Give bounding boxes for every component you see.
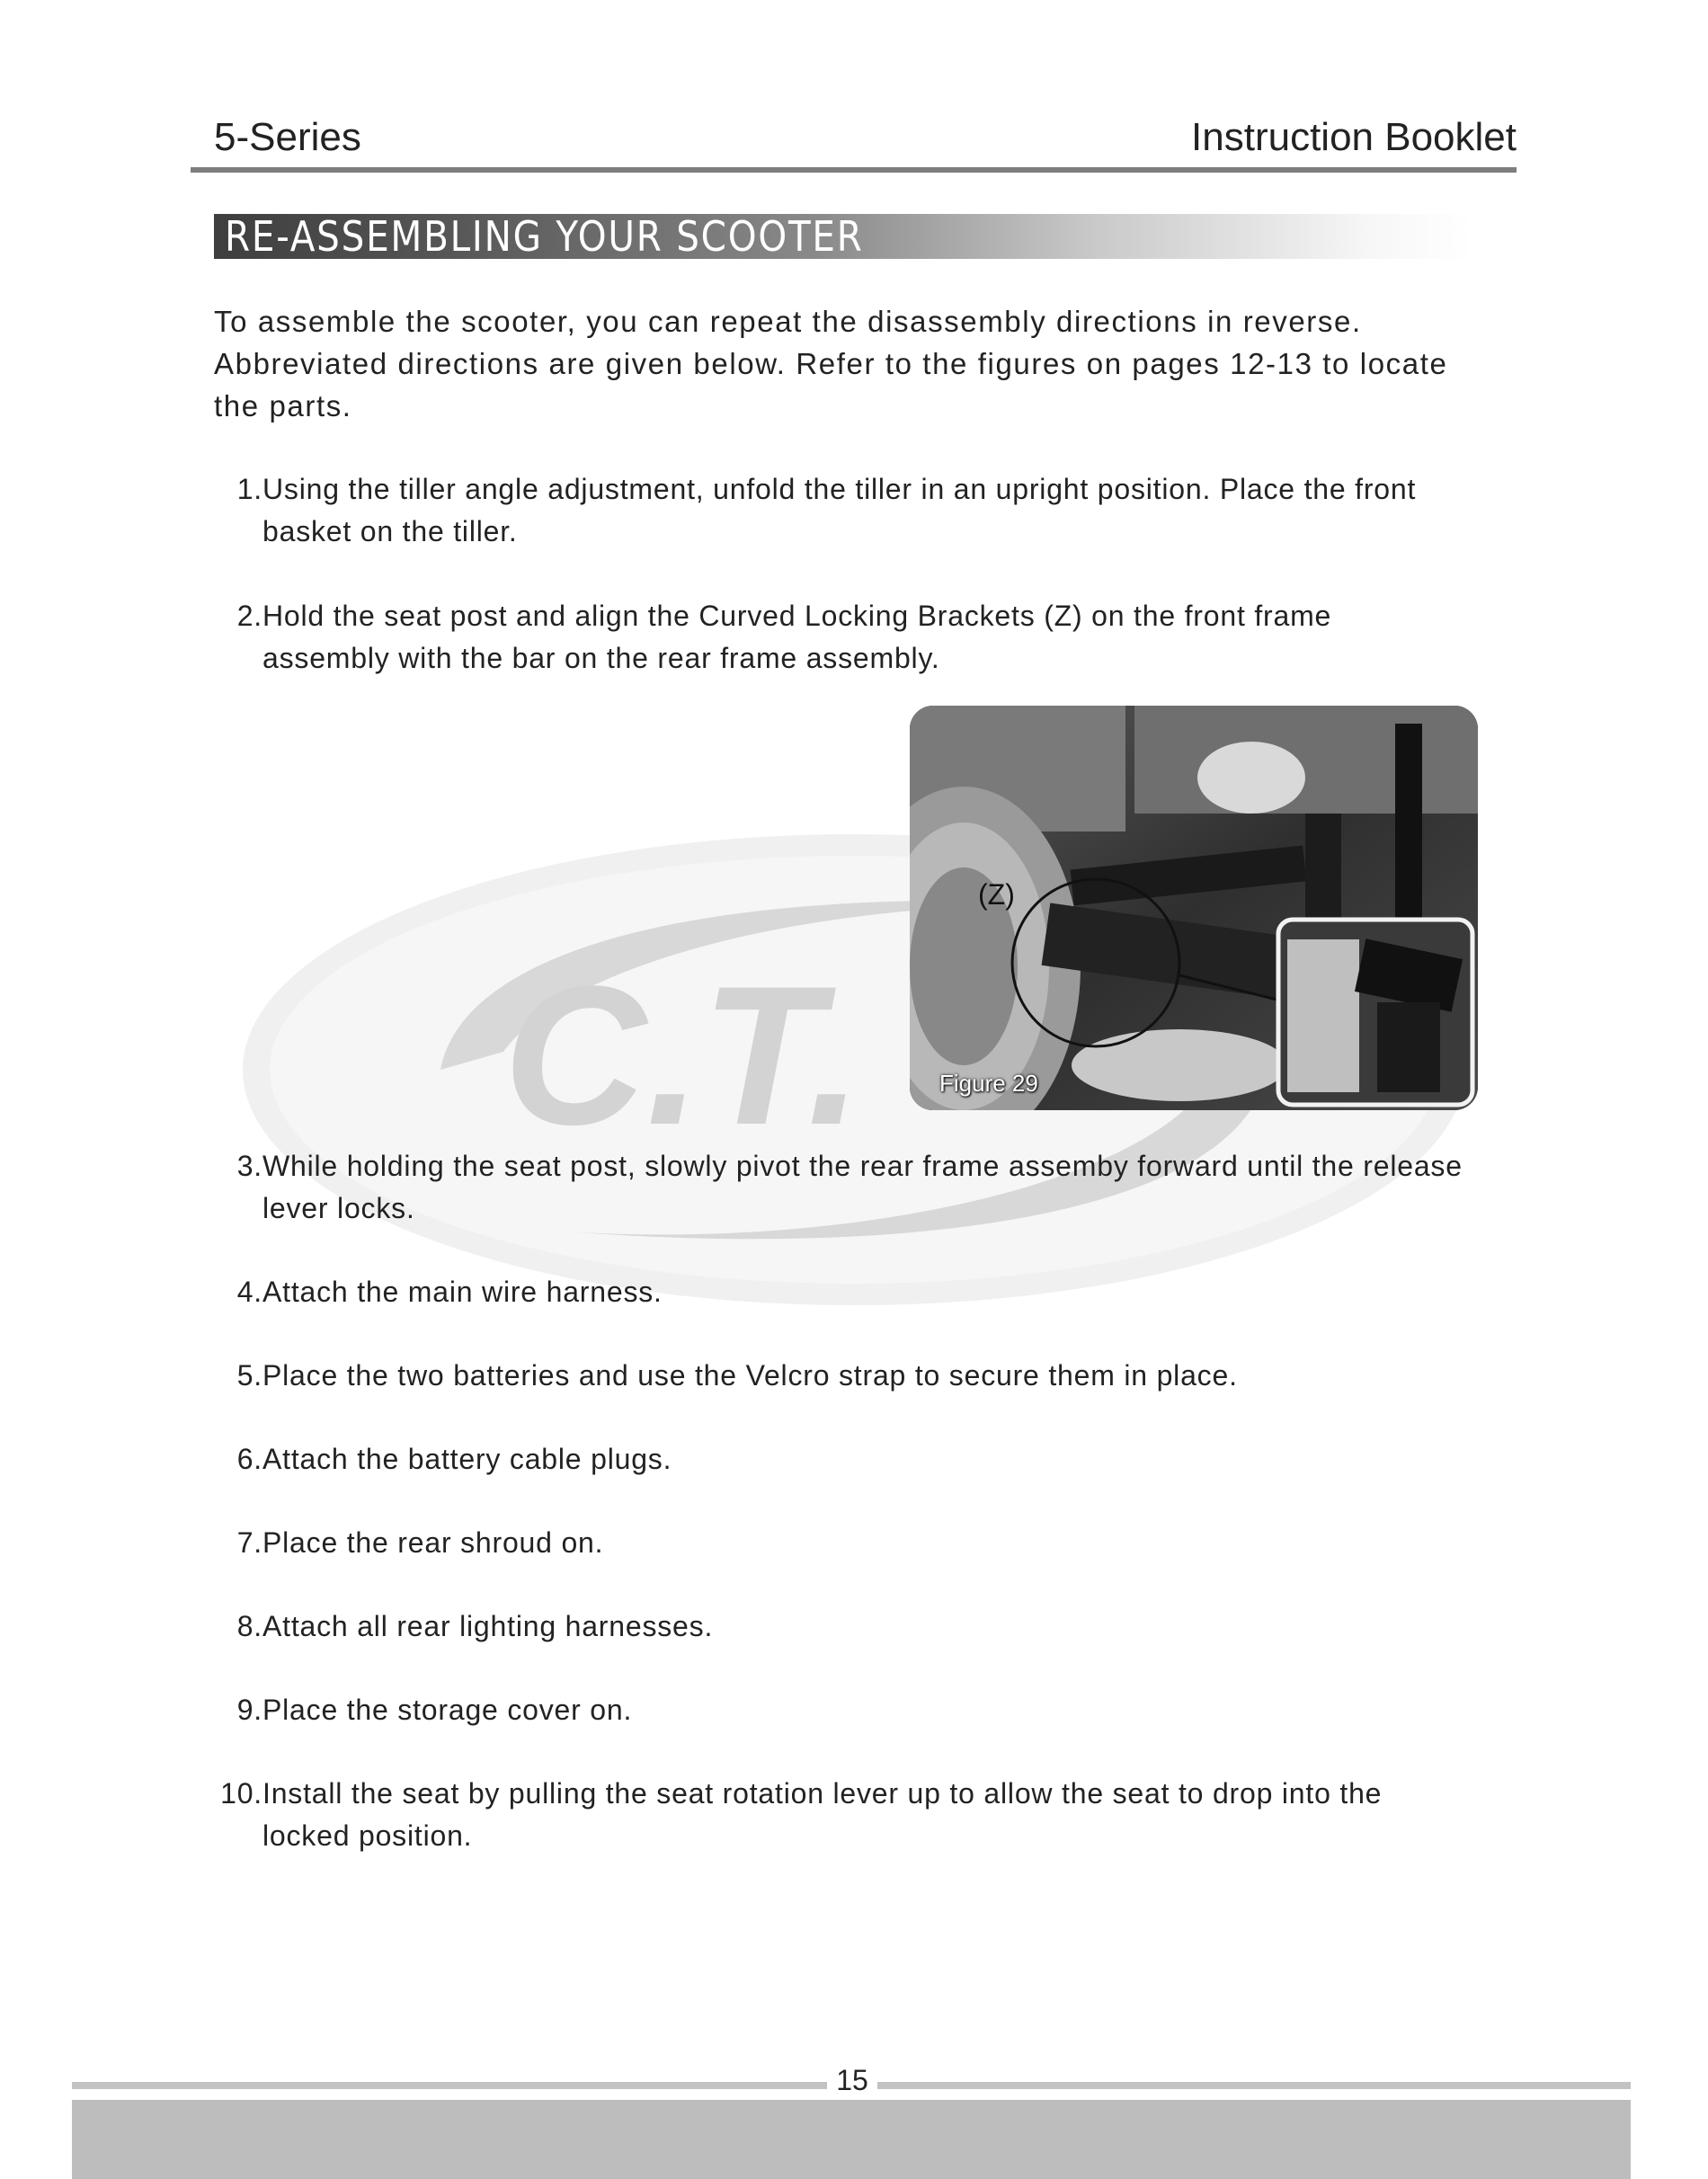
step-number: 3. [236, 1150, 262, 1182]
step-text: Attach all rear lighting harnesses. [262, 1610, 714, 1642]
step-text: Place the rear shroud on. [262, 1526, 604, 1559]
figure-label-z: (Z) [978, 878, 1015, 911]
step-number: 8. [236, 1610, 262, 1642]
step-number: 9. [236, 1694, 262, 1726]
step-text-continued: assembly with the bar on the rear frame assembly. [262, 642, 940, 674]
step-text: Attach the main wire harness. [262, 1276, 663, 1308]
step-7 [214, 1522, 1481, 1564]
footer-band [72, 2100, 1631, 2179]
step-5 [214, 1355, 1481, 1397]
step-text-continued: locked position. [262, 1819, 473, 1852]
footer-rule-right [877, 2082, 1631, 2089]
step-number: 4. [236, 1276, 262, 1308]
step-9 [214, 1689, 1481, 1731]
step-text: Hold the seat post and align the Curved Locking Brackets (Z) on the front frame [262, 600, 1332, 632]
figure-caption: Figure 29 [939, 1070, 1038, 1097]
step-number: 6. [236, 1443, 262, 1475]
step-number: 5. [236, 1359, 262, 1392]
step-text: Place the two batteries and use the Velcro strap to secure them in place. [262, 1359, 1238, 1392]
step-number: 2. [236, 600, 262, 632]
watermark-text: C.T. [503, 945, 863, 1166]
step-4 [214, 1271, 1481, 1313]
step-1 [214, 468, 1481, 553]
step-text: Using the tiller angle adjustment, unfold the tiller in an upright position. Place the front [262, 473, 1417, 505]
step-text-continued: basket on the tiller. [262, 515, 518, 547]
step-6 [214, 1438, 1481, 1481]
step-3 [214, 1145, 1481, 1230]
header-divider [191, 167, 1517, 173]
page-number: 15 [836, 2064, 868, 2096]
step-8 [214, 1605, 1481, 1648]
step-number: 7. [236, 1526, 262, 1559]
header-booklet-title: Instruction Booklet [1191, 115, 1517, 159]
header-series-title: 5-Series [214, 115, 361, 159]
step-number: 10. [220, 1777, 262, 1810]
intro-paragraph: To assemble the scooter, you can repeat the disassembly directions in reverse. Abbreviated directions are given below. Refer to the figures on pages 12-13 to locate the parts. [214, 305, 1448, 422]
step-number: 1. [236, 473, 262, 505]
step-2 [214, 595, 1481, 680]
figure-29-photo [910, 706, 1478, 1110]
footer-rule-left [72, 2082, 827, 2089]
step-text: Install the seat by pulling the seat rotation lever up to allow the seat to drop into the [262, 1777, 1383, 1810]
step-10 [214, 1773, 1481, 1857]
step-text: Attach the battery cable plugs. [262, 1443, 672, 1475]
step-text-continued: lever locks. [262, 1192, 415, 1224]
step-text: While holding the seat post, slowly pivot the rear frame assemby forward until the release [262, 1150, 1463, 1182]
step-text: Place the storage cover on. [262, 1694, 633, 1726]
section-title: RE-ASSEMBLING YOUR SCOOTER [225, 212, 864, 261]
